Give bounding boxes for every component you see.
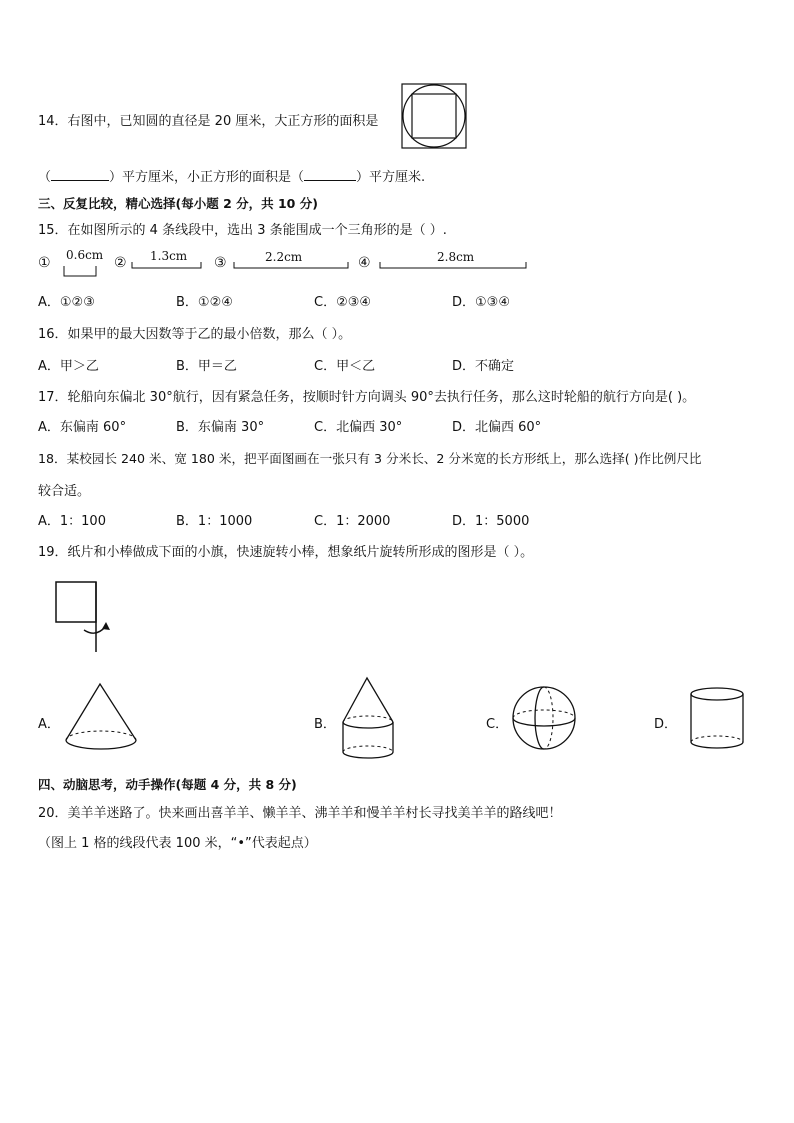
- q14-line1: 14．右图中，已知圆的直径是 20 厘米，大正方形的面积是: [38, 114, 379, 129]
- section4-title: 四、动脑思考，动手操作(每题 4 分，共 8 分): [38, 777, 297, 792]
- sphere-icon[interactable]: [510, 684, 578, 752]
- q18-option-c[interactable]: C．1：2000: [314, 514, 391, 529]
- q16-option-a[interactable]: A．甲＞乙: [38, 359, 99, 374]
- q14-tail-text: ）平方厘米.: [356, 170, 426, 185]
- q19-option-c-letter[interactable]: C．: [486, 717, 509, 732]
- q19-option-b-letter[interactable]: B．: [314, 717, 336, 732]
- segment-4: [378, 262, 530, 272]
- segment-2-label: 1.3cm: [150, 249, 188, 263]
- cone-icon[interactable]: [62, 682, 140, 754]
- q16-stem: 16．如果甲的最大因数等于乙的最小倍数，那么（ ）。: [38, 327, 352, 342]
- q17-option-a[interactable]: A．东偏南 60°: [38, 420, 127, 435]
- section3-title: 三、反复比较，精心选择(每小题 2 分，共 10 分): [38, 196, 318, 211]
- segment-3: [232, 262, 352, 272]
- q17-stem: 17．轮船向东偏北 30°航行，因有紧急任务，按顺时针方向调头 90°去执行任务，那么这时轮船的航行方向是( )。: [38, 390, 696, 405]
- q20-stem: 20．美羊羊迷路了。快来画出喜羊羊、懒羊羊、沸羊羊和慢羊羊村长寻找美羊羊的路线吧！: [38, 806, 562, 821]
- segment-3-index: ③: [214, 255, 227, 271]
- segment-1-label: 0.6cm: [66, 248, 104, 262]
- q18-option-d[interactable]: D．1：5000: [452, 514, 530, 529]
- segment-3-label: 2.2cm: [265, 250, 303, 264]
- segment-2-index: ②: [114, 255, 127, 271]
- q20-note: （图上 1 格的线段代表 100 米，“•”代表起点）: [38, 836, 317, 851]
- q14-line2: [38, 166, 425, 185]
- q17-option-c[interactable]: C．北偏西 30°: [314, 420, 403, 435]
- q15-option-c[interactable]: C．②③④: [314, 295, 372, 310]
- segment-2: [130, 262, 205, 272]
- q14-paren-open: （: [38, 170, 52, 185]
- q19-option-a-letter[interactable]: A．: [38, 717, 60, 732]
- q14-answer-blank-2[interactable]: [304, 168, 356, 181]
- q18-stem-line2: 较合适。: [38, 484, 91, 499]
- square-circle-figure: [401, 83, 467, 149]
- q14-answer-blank-1[interactable]: [51, 168, 109, 181]
- flag-figure: [50, 578, 120, 656]
- q14-mid-text: ）平方厘米，小正方形的面积是（: [109, 170, 305, 185]
- q15-stem: 15．在如图所示的 4 条线段中，选出 3 条能围成一个三角形的是（ ）.: [38, 223, 447, 238]
- q19-stem: 19．纸片和小棒做成下面的小旗，快速旋转小棒，想象纸片旋转所形成的图形是（ ）。: [38, 545, 534, 560]
- q18-option-a[interactable]: A．1：100: [38, 514, 106, 529]
- cone-on-cylinder-icon[interactable]: [337, 676, 401, 762]
- q15-option-b[interactable]: B．①②④: [176, 295, 233, 310]
- segment-4-index: ④: [358, 255, 371, 271]
- segment-4-label: 2.8cm: [437, 250, 475, 264]
- q16-option-b[interactable]: B．甲＝乙: [176, 359, 237, 374]
- q18-stem-line1: 18．某校园长 240 米、宽 180 米，把平面图画在一张只有 3 分米长、2 分米宽的长方形纸上，那么选择( )作比例尺比: [38, 451, 702, 466]
- segment-1-index: ①: [38, 255, 51, 271]
- q19-option-d-letter[interactable]: D．: [654, 717, 678, 732]
- q15-option-a[interactable]: A．①②③: [38, 295, 95, 310]
- q15-option-d[interactable]: D．①③④: [452, 295, 510, 310]
- q16-option-d[interactable]: D．不确定: [452, 359, 515, 374]
- q18-option-b[interactable]: B．1：1000: [176, 514, 253, 529]
- segment-1: [62, 262, 102, 278]
- q16-option-c[interactable]: C．甲＜乙: [314, 359, 376, 374]
- q17-option-d[interactable]: D．北偏西 60°: [452, 420, 542, 435]
- cylinder-icon[interactable]: [688, 686, 748, 752]
- q17-option-b[interactable]: B．东偏南 30°: [176, 420, 265, 435]
